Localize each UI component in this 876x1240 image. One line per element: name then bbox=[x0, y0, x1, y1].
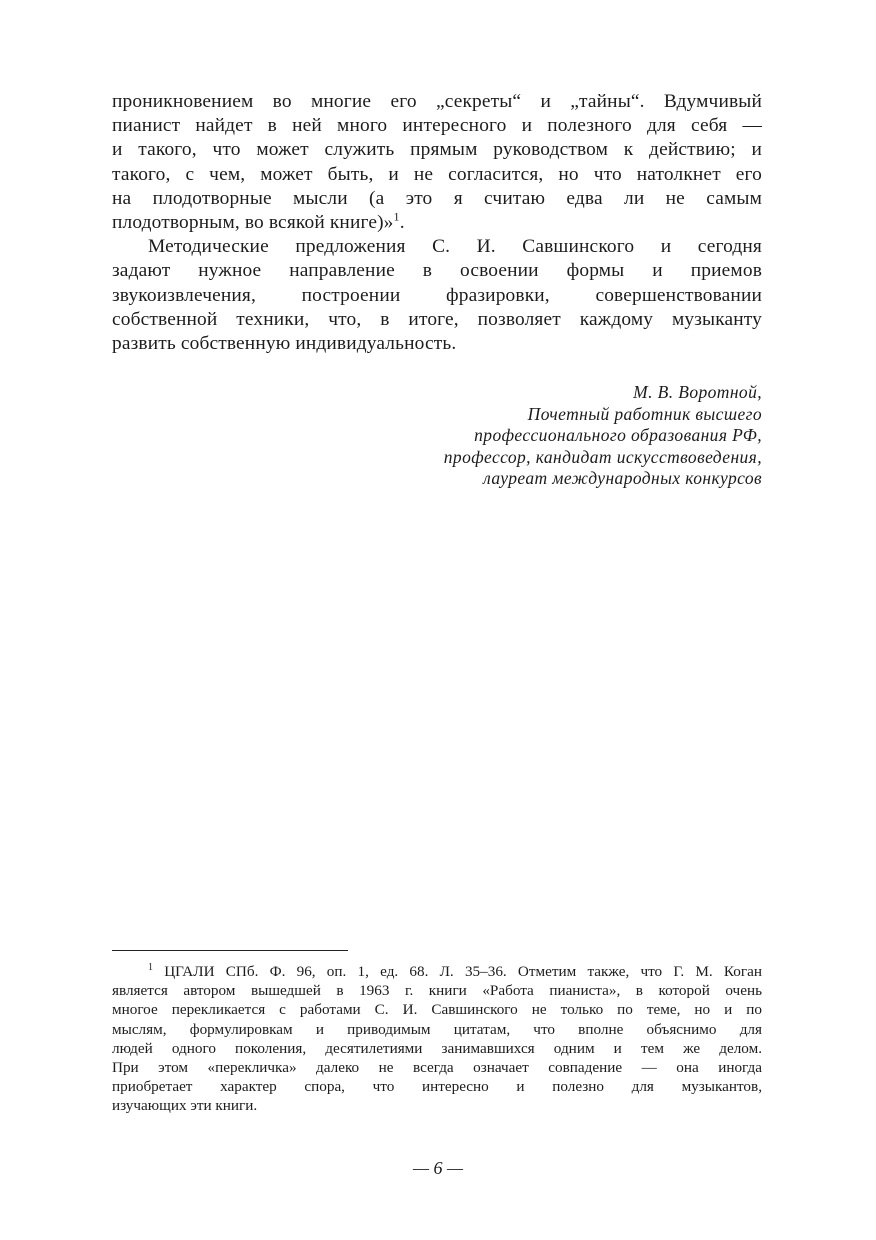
text-line: пианист найдет в ней много интересного и полезного для себя — bbox=[112, 115, 762, 137]
paragraph-1 bbox=[112, 90, 762, 235]
text-line bbox=[112, 211, 762, 235]
footnote-line: приобретает характер спора, что интересно и полезно для музыкантов, bbox=[112, 1078, 762, 1096]
footnote-reference[interactable]: 1 bbox=[393, 209, 400, 224]
author-title-line: профессор, кандидат искусствоведения, bbox=[443, 446, 762, 467]
page-number: — 6 — bbox=[412, 1158, 463, 1178]
author-name: М. В. Воротной, bbox=[633, 382, 762, 402]
text-line: Методические предложения С. И. Савшинского и сегодня bbox=[148, 236, 762, 258]
text-line: на плодотворные мысли (а это я считаю едва ли не самым bbox=[112, 187, 762, 209]
paragraph-2 bbox=[112, 235, 762, 356]
author-title-line: профессионального образования РФ, bbox=[474, 425, 762, 445]
author-title-line: лауреат международных конкурсов bbox=[483, 468, 762, 488]
footnote-line: изучающих эти книги. bbox=[112, 1097, 258, 1115]
footnote-number: 1 bbox=[148, 961, 153, 973]
footnote-line: людей одного поколения, десятилетиями занимавшихся одним и тем же делом. bbox=[112, 1039, 762, 1057]
footnote-line: При этом «перекличка» далеко не всегда означает совпадение — она иногда bbox=[112, 1059, 762, 1077]
footnote-line: многое перекликается с работами С. И. Савшинского не только по теме, но и по bbox=[112, 1001, 762, 1019]
text-line: собственной техники, что, в итоге, позволяет каждому музыканту bbox=[112, 308, 762, 330]
footnote-line: является автором вышедшей в 1963 г. книги «Работа пианиста», в которой очень bbox=[112, 982, 762, 1000]
footnote bbox=[112, 962, 762, 1116]
footnote-line-content: ЦГАЛИ СПб. Ф. 96, оп. 1, ед. 68. Л. 35–36. Отметим также, что Г. М. Коган bbox=[164, 963, 762, 980]
footnote-line bbox=[112, 962, 762, 981]
text-line: звукоизвлечения, построении фразировки, совершенствовании bbox=[112, 284, 762, 306]
main-text bbox=[112, 90, 762, 356]
footnote-line: мыслям, формулировкам и приводимым цитатам, что вполне объяснимо для bbox=[112, 1020, 762, 1038]
footnote-separator bbox=[112, 950, 348, 951]
text-line: и такого, что может служить прямым руководством к действию; и bbox=[112, 139, 762, 161]
text-line: такого, с чем, может быть, и не согласится, но что натолкнет его bbox=[112, 163, 762, 185]
author-signature bbox=[262, 382, 762, 490]
text-line: развить собственную индивидуальность. bbox=[112, 333, 457, 355]
text-line: задают нужное направление в освоении формы и приемов bbox=[112, 260, 762, 282]
text-line: проникновением во многие его „секреты“ и „тайны“. Вдумчивый bbox=[112, 91, 762, 112]
author-title-line: Почетный работник высшего bbox=[527, 403, 762, 424]
text-line-content: плодотворным, во всякой книге)» bbox=[112, 212, 394, 234]
sentence-end: . bbox=[399, 212, 405, 234]
